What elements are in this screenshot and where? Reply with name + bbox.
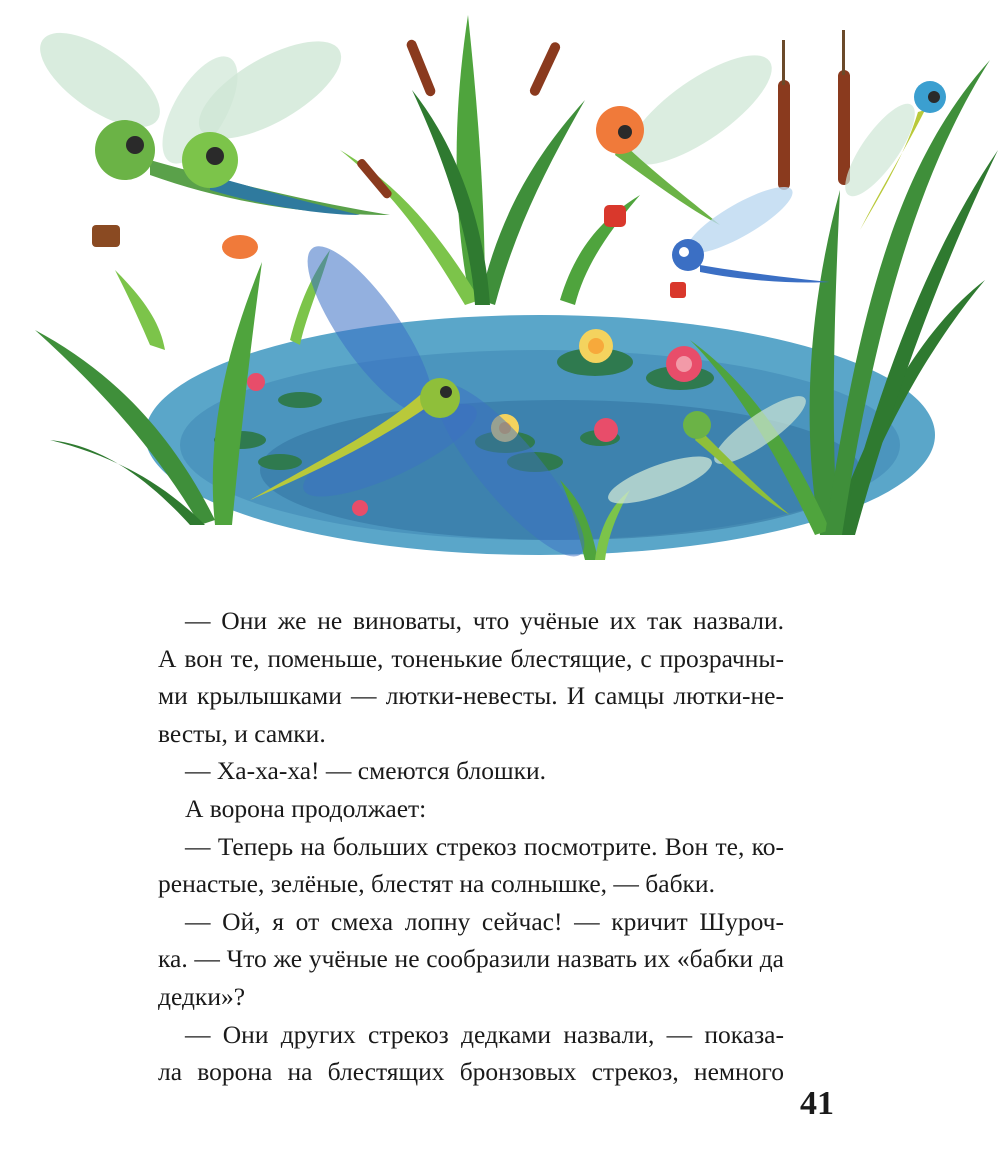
story-text (158, 602, 784, 1091)
pond-scene-svg (0, 0, 1000, 570)
dragonfly-pair-left (25, 15, 390, 259)
paragraph (158, 903, 784, 1016)
paragraph (158, 752, 784, 790)
paragraph (158, 790, 784, 828)
text-line: А ворона продолжает: (185, 793, 427, 823)
text-line: ми крылышками — лютки-невесты. И самцы лютки-не- (158, 681, 784, 711)
pond-illustration (0, 0, 1000, 570)
text-line: — Теперь на больших стрекоз посмотрите. Вон те, ко- (185, 831, 784, 861)
text-line: весты, и самки. (158, 718, 326, 748)
text-line: — Они же не виноваты, что учёные их так назвали. (185, 606, 784, 635)
text-line: — Ой, я от смеха лопну сейчас! — кричит Шуроч- (185, 906, 784, 936)
text-line: ка. — Что же учёные не сообразили назвать их «бабки да (158, 944, 784, 974)
text-line: дедки»? (158, 981, 246, 1011)
paragraph (158, 1016, 784, 1091)
text-line: — Ха-ха-ха! — смеются блошки. (185, 756, 547, 786)
damselfly-blue (670, 176, 830, 298)
text-line: ла ворона на блестящих бронзовых стрекоз, немного (158, 1057, 784, 1087)
text-line: — Они других стрекоз дедками назвали, — показа- (185, 1019, 784, 1049)
text-line: ренастые, зелёные, блестят на солнышке, — бабки. (158, 869, 715, 899)
page-number: 41 (800, 1085, 834, 1122)
text-line: А вон те, поменьше, тоненькие блестящие, с прозрачны- (158, 643, 784, 673)
paragraph (158, 828, 784, 903)
paragraph (158, 602, 784, 752)
